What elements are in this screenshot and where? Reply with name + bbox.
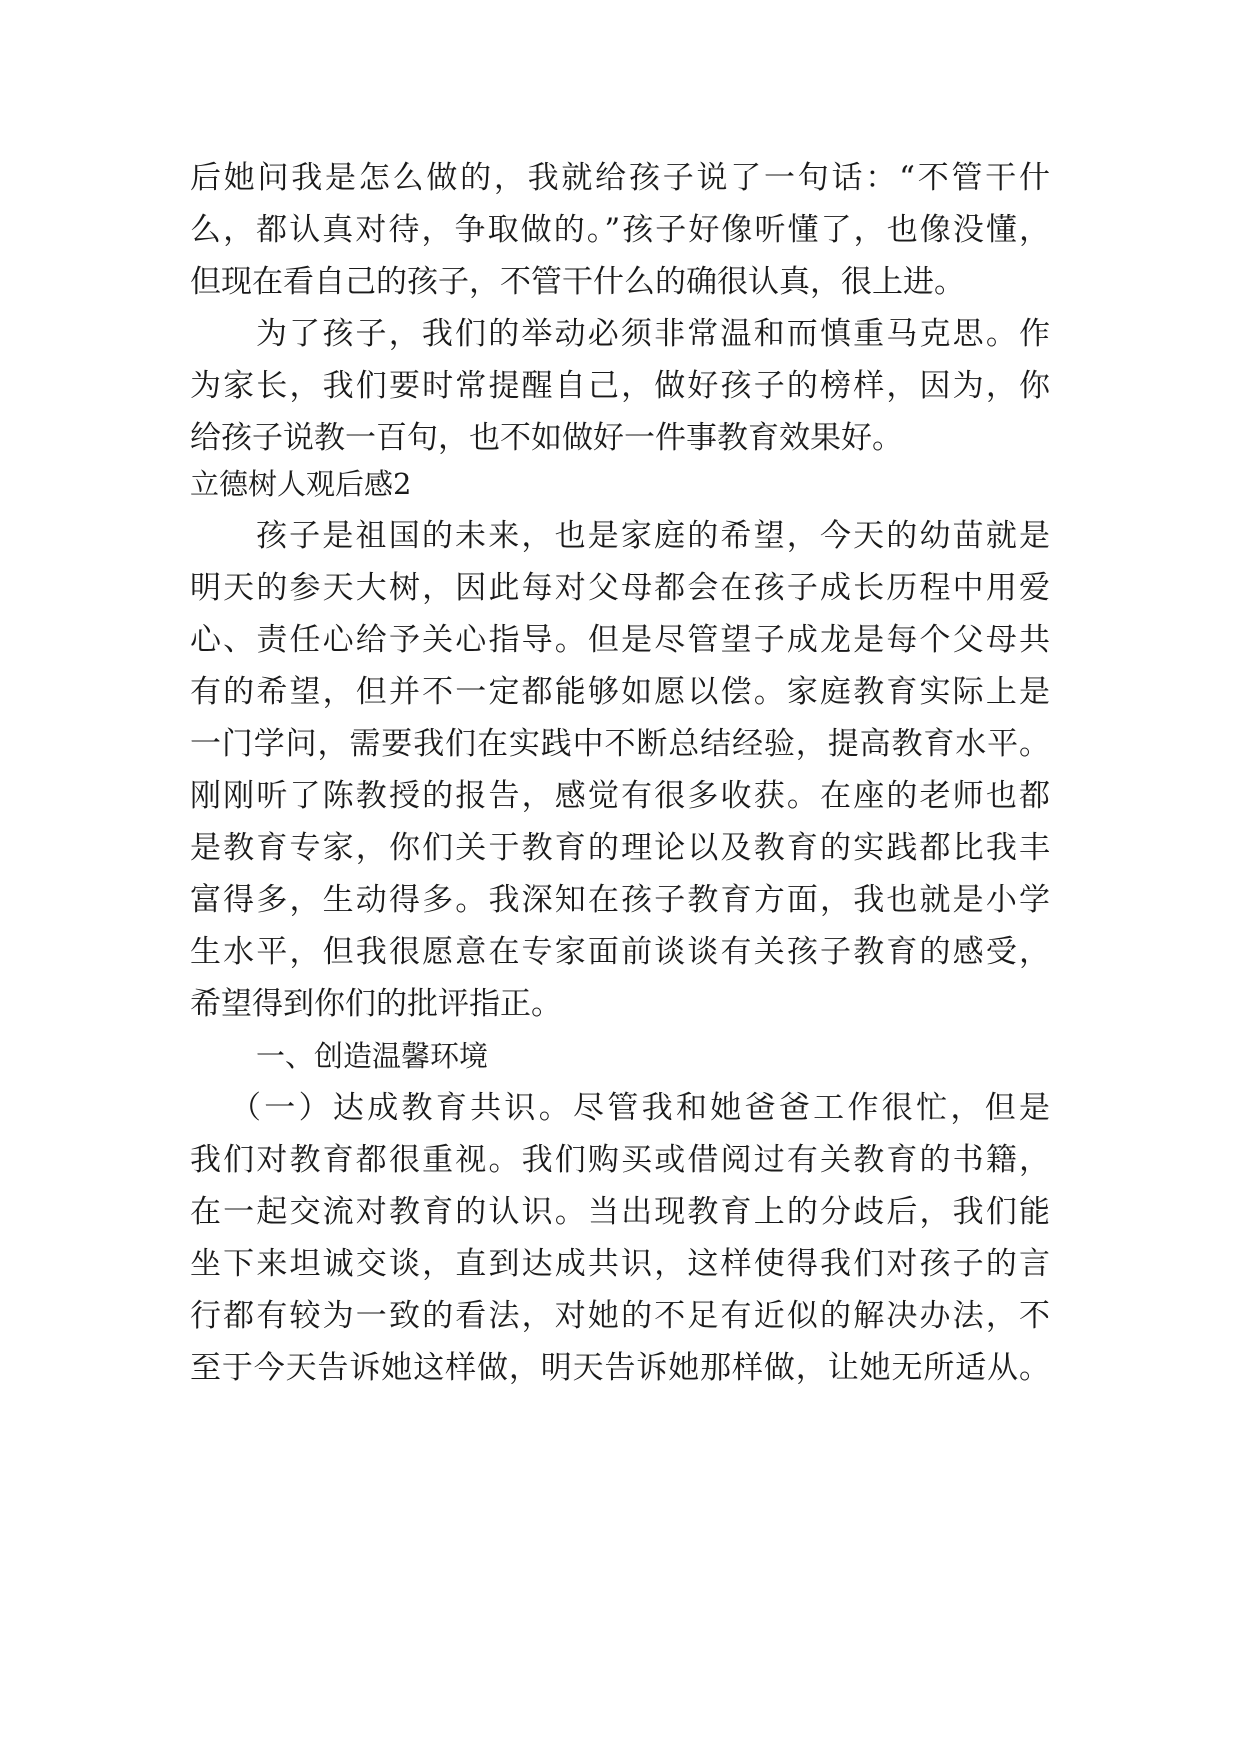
paragraph-line: 富得多，生动得多。我深知在孩子教育方面，我也就是小学	[190, 882, 1050, 918]
paragraph-line: 一门学问，需要我们在实践中不断总结经验，提高教育水平。	[190, 726, 1050, 762]
paragraph-line: 至于今天告诉她这样做，明天告诉她那样做，让她无所适从。	[190, 1350, 1050, 1386]
paragraph-line: 心、责任心给予关心指导。但是尽管望子成龙是每个父母共	[190, 622, 1050, 658]
paragraph-line: 给孩子说教一百句，也不如做好一件事教育效果好。	[190, 420, 903, 456]
paragraph-line: 但现在看自己的孩子，不管干什么的确很认真，很上进。	[190, 264, 965, 300]
paragraph-line: 是教育专家，你们关于教育的理论以及教育的实践都比我丰	[190, 830, 1050, 866]
paragraph-line: 明天的参天大树，因此每对父母都会在孩子成长历程中用爱	[190, 570, 1050, 606]
paragraph-line: 为了孩子，我们的举动必须非常温和而慎重马克思。作	[256, 316, 1050, 352]
paragraph-line: 么，都认真对待，争取做的。”孩子好像听懂了，也像没懂，	[190, 212, 1050, 248]
paragraph-line: 我们对教育都很重视。我们购买或借阅过有关教育的书籍，	[190, 1142, 1050, 1178]
paragraph-line: 有的希望，但并不一定都能够如愿以偿。家庭教育实际上是	[190, 674, 1050, 710]
paragraph-line: 孩子是祖国的未来，也是家庭的希望，今天的幼苗就是	[256, 518, 1050, 554]
paragraph-line: （一）达成教育共识。尽管我和她爸爸工作很忙，但是	[230, 1090, 1050, 1126]
paragraph-line: 为家长，我们要时常提醒自己，做好孩子的榜样，因为，你	[190, 368, 1050, 404]
section-title: 立德树人观后感2	[190, 467, 412, 501]
paragraph-line: 生水平，但我很愿意在专家面前谈谈有关孩子教育的感受，	[190, 934, 1050, 970]
paragraph-line: 希望得到你们的批评指正。	[190, 986, 562, 1022]
paragraph-line: 行都有较为一致的看法，对她的不足有近似的解决办法，不	[190, 1298, 1050, 1334]
subheading: 一、创造温馨环境	[256, 1039, 489, 1073]
paragraph-line: 后她问我是怎么做的，我就给孩子说了一句话：“不管干什	[190, 160, 1050, 196]
paragraph-line: 刚刚听了陈教授的报告，感觉有很多收获。在座的老师也都	[190, 778, 1050, 814]
paragraph-line: 坐下来坦诚交谈，直到达成共识，这样使得我们对孩子的言	[190, 1246, 1050, 1282]
paragraph-line: 在一起交流对教育的认识。当出现教育上的分歧后，我们能	[190, 1194, 1050, 1230]
